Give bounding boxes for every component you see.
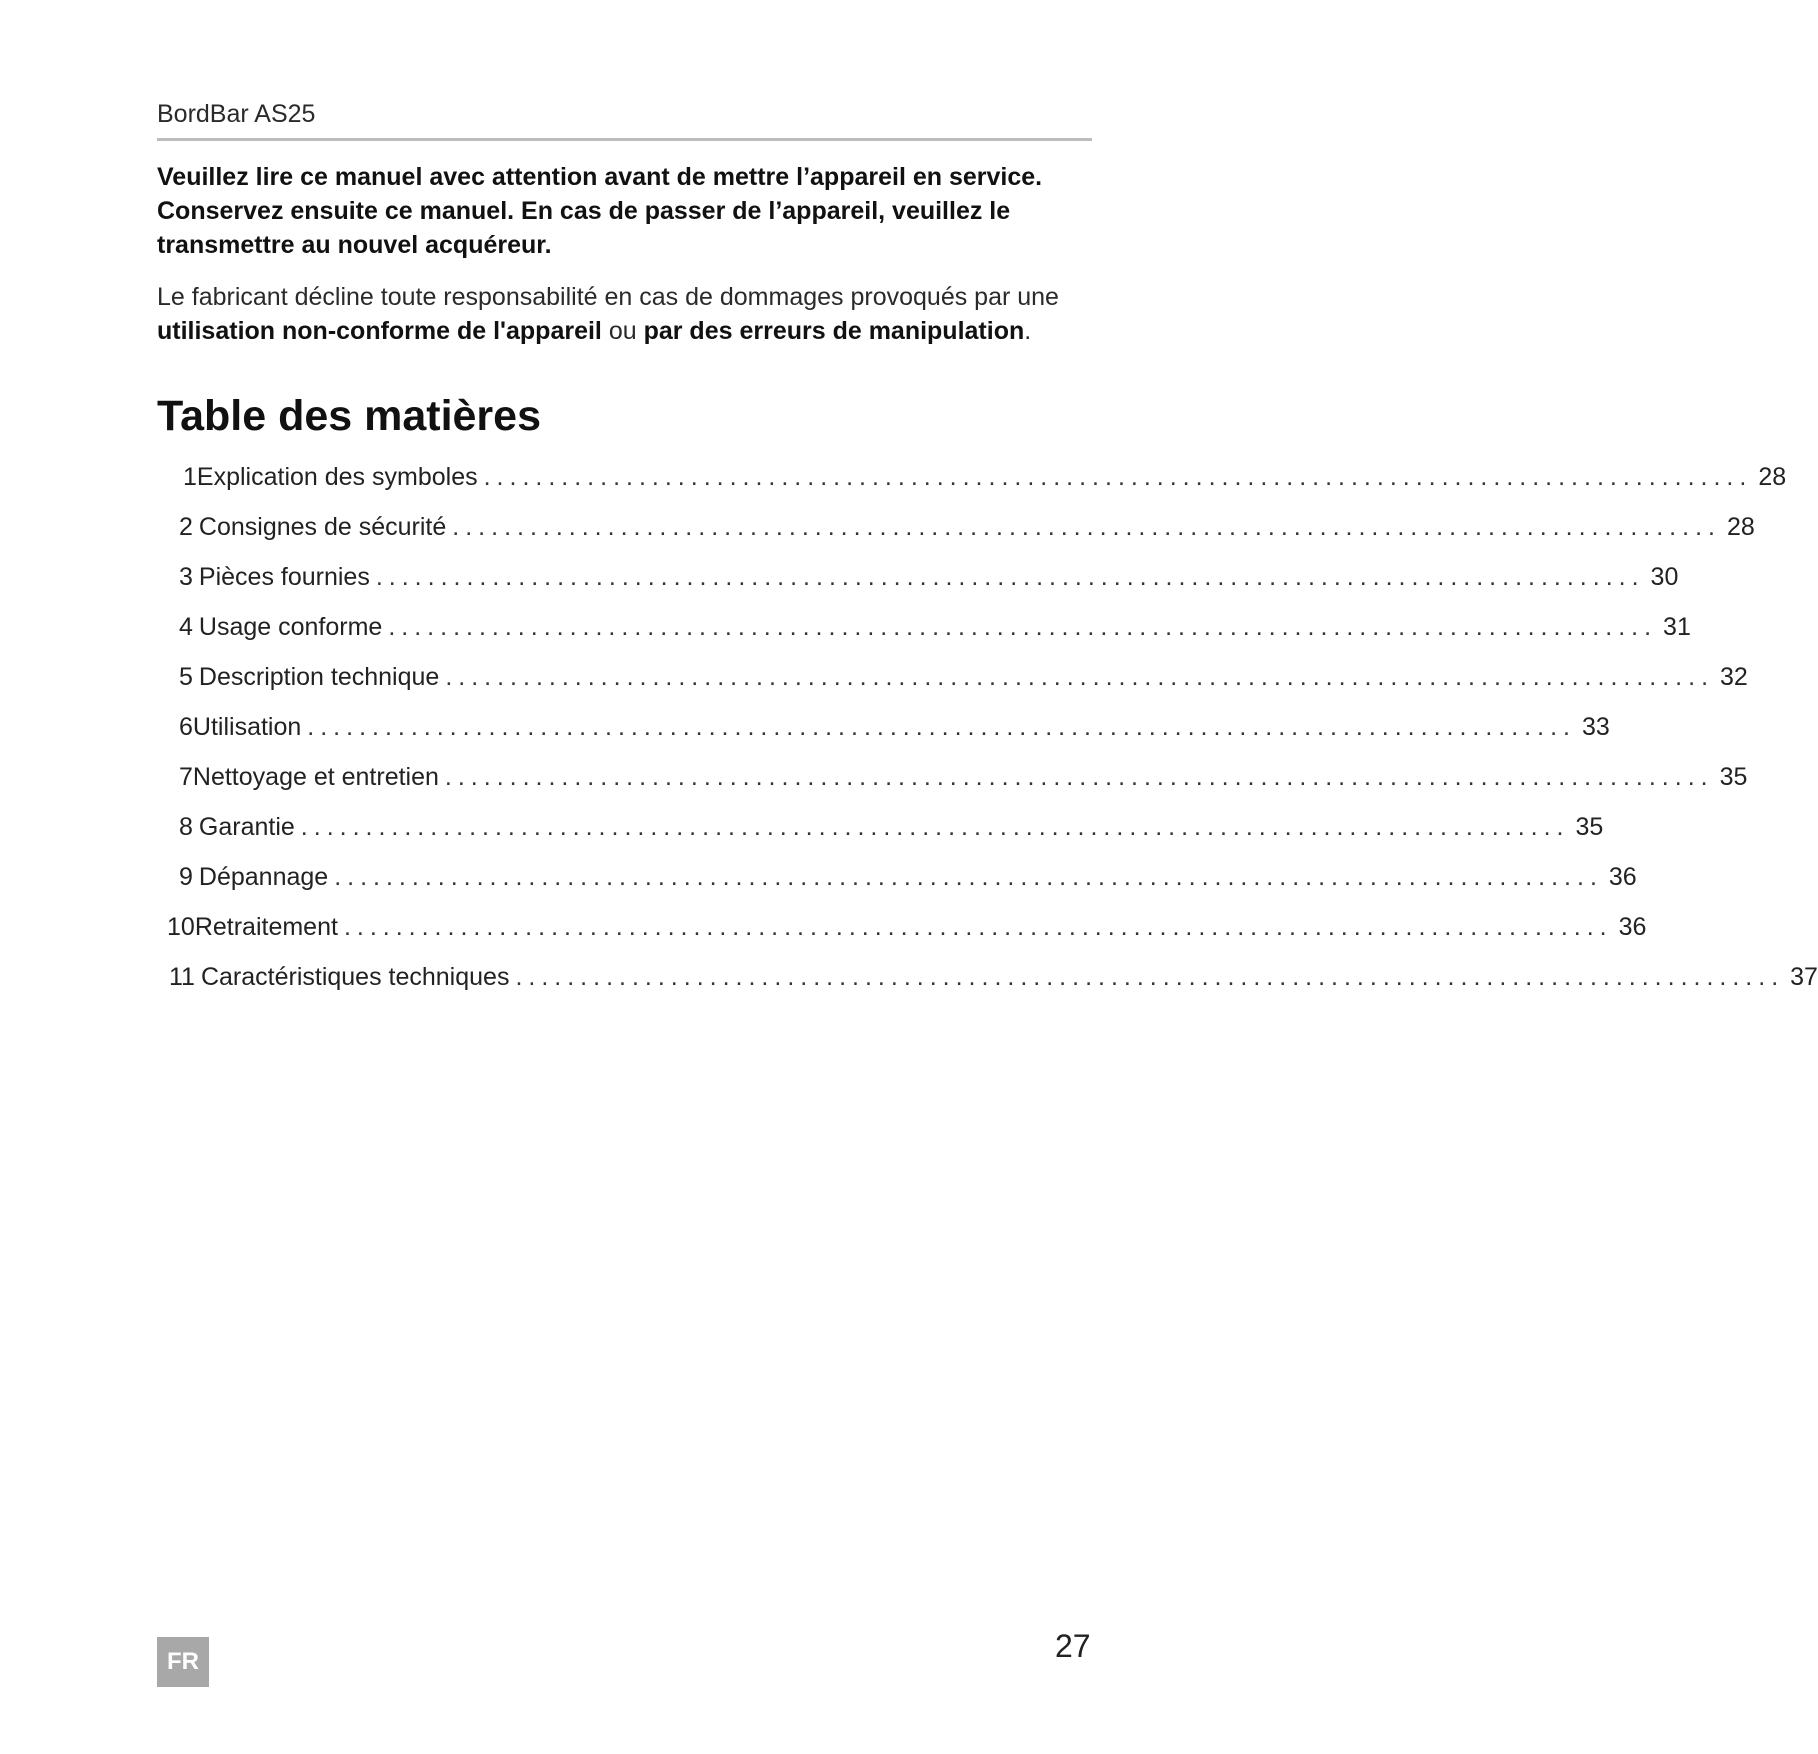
toc-entry-label: Nettoyage et entretien [192,763,439,791]
toc-entry-number: 1 [183,463,197,491]
toc-entry-label: Consignes de sécurité [198,513,447,541]
toc-entry[interactable] [167,910,1647,944]
toc-leader-dots: .................................................................................................. [388,613,1658,641]
toc-entry[interactable] [179,710,1610,744]
reading-notice: Veuillez lire ce manuel avec attention avant de mettre l’appareil en service. Conservez ensuite ce manuel. En cas de passer de l’appareil, veuillez le transmettre au nouvel acquéreur. [157,163,1043,259]
toc-entry-page: 31 [1663,613,1691,641]
toc-entry-number: 4 [179,613,193,641]
toc-entry-page: 30 [1650,563,1679,591]
toc-leader-dots: .................................................................................................. [300,813,1570,841]
toc-entry[interactable] [179,860,1637,894]
toc-leader-dots: .................................................................................................. [515,963,1785,991]
toc-entry[interactable] [179,760,1748,794]
toc-leader-dots: .................................................................................................. [334,863,1603,891]
toc-entry-label: Retraitement [194,913,338,941]
toc-entry-page: 37 [1790,963,1818,991]
toc-entry-page: 28 [1758,463,1787,491]
toc-leader-dots: .................................................................................................. [375,563,1645,591]
toc-leader-dots: .................................................................................................. [452,513,1721,541]
liability-emphasis-1: utilisation non-conforme de l'appareil [157,317,602,345]
toc-entry-page: 36 [1618,913,1647,941]
toc-entry-number: 9 [179,863,193,891]
toc-entry[interactable] [179,660,1748,694]
toc-entry-page: 35 [1719,763,1748,791]
toc-leader-dots: .................................................................................................. [444,763,1714,791]
toc-entry-page: 33 [1581,713,1610,741]
toc-entry-page: 36 [1608,863,1637,891]
toc-entry-label: Dépannage [198,863,329,891]
toc-leader-dots: .................................................................................................. [307,713,1576,741]
toc-entry-label: Garantie [198,813,295,841]
toc-entry[interactable] [169,960,1818,994]
toc-entry-number: 2 [179,513,193,541]
document-header-title: BordBar AS25 [157,100,316,128]
toc-entry-number: 3 [179,563,193,591]
page-number: 27 [1055,1628,1091,1664]
toc-entry-label: Description technique [198,663,440,691]
toc-entry-label: Pièces fournies [198,563,370,591]
toc-entry-number: 5 [179,663,193,691]
liability-emphasis-2: par des erreurs de manipulation [643,317,1025,345]
toc-entry-number: 6 [179,713,193,741]
toc-entry[interactable] [183,460,1787,494]
toc-entry-number: 8 [179,813,193,841]
toc-entry[interactable] [179,510,1755,544]
toc-entry-label: Utilisation [192,713,302,741]
liability-text-3: . [1024,317,1032,345]
liability-text-2: ou [601,317,644,345]
toc-entry-page: 35 [1575,813,1604,841]
toc-entry-page: 32 [1720,663,1748,691]
liability-text-1: Le fabricant décline toute responsabilité en cas de dommages provoqués par une [157,283,1059,311]
header-divider [157,138,1092,141]
toc-entry[interactable] [179,610,1691,644]
toc-entry-label: Explication des symboles [196,463,478,491]
toc-leader-dots: .................................................................................................. [445,663,1715,691]
toc-entry[interactable] [179,810,1604,844]
toc-leader-dots: .................................................................................................. [343,913,1613,941]
toc-entry-number: 7 [179,763,193,791]
toc-entry-label: Usage conforme [198,613,383,641]
toc-entry-page: 28 [1726,513,1755,541]
toc-entry-label: Caractéristiques techniques [200,963,510,991]
toc-leader-dots: .................................................................................................. [483,463,1753,491]
liability-notice [157,280,1097,348]
language-badge: FR [157,1637,209,1687]
toc-heading: Table des matières [157,392,541,440]
toc-entry-number: 11 [169,963,195,991]
toc-entry-number: 10 [167,913,195,941]
toc-entry[interactable] [179,560,1679,594]
